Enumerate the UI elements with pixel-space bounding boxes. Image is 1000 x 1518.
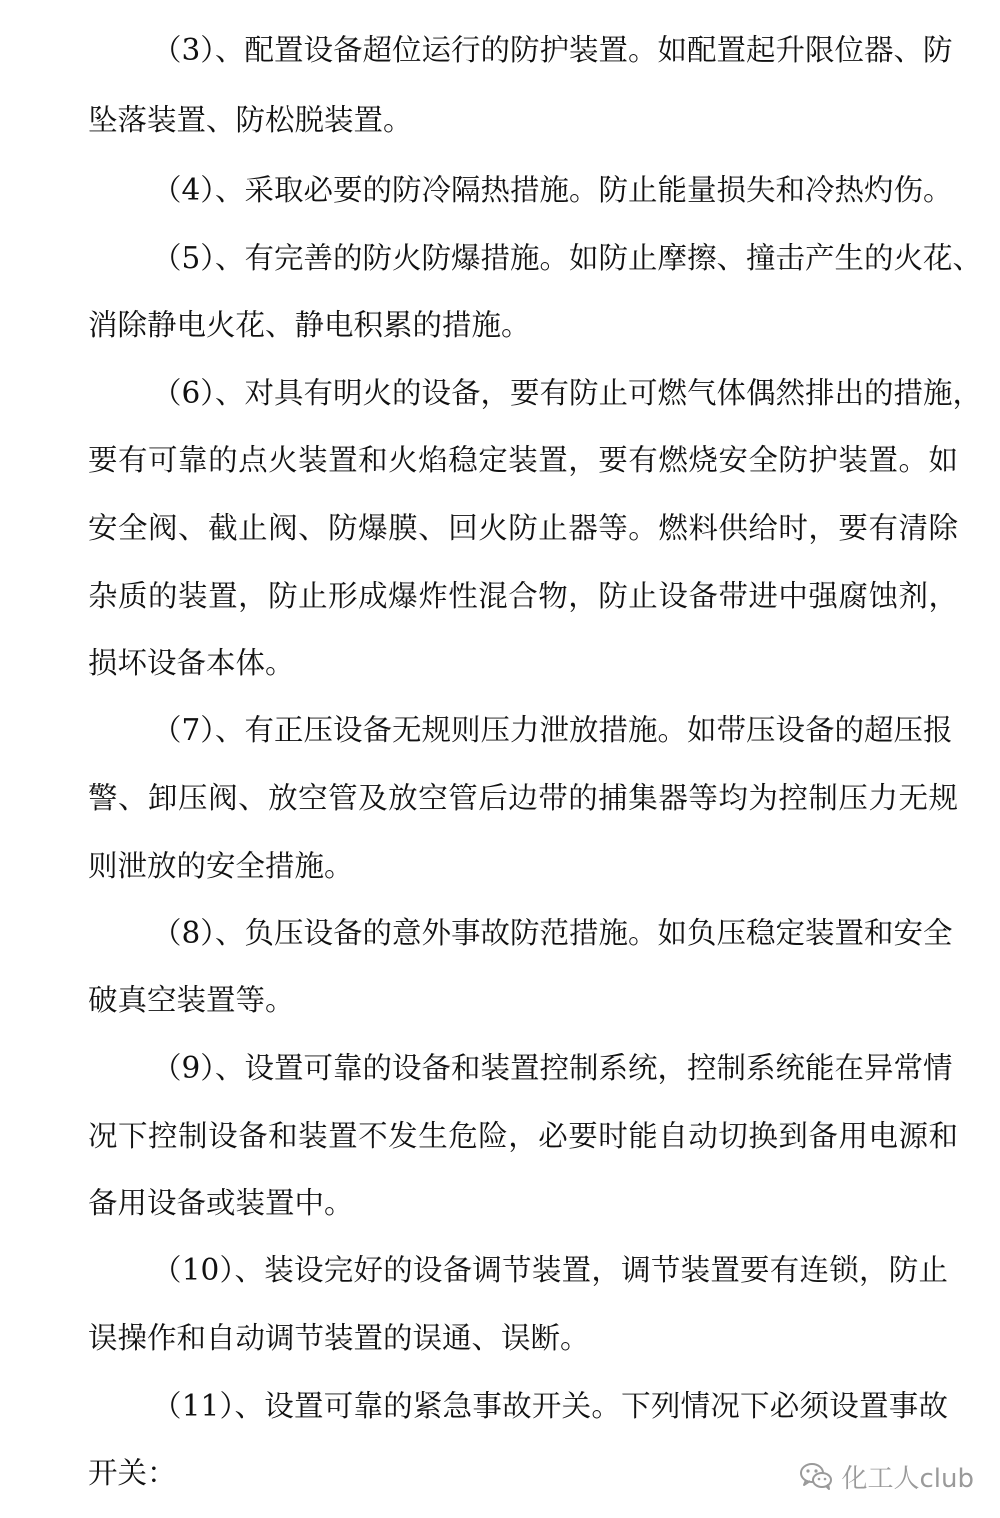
paragraph-9-line-2: 况下控制设备和装置不发生危险，必要时能自动切换到备用电源和 <box>88 1119 958 1153</box>
paragraph-8-line-1: （8）、负压设备的意外事故防范措施。如负压稳定装置和安全 <box>152 916 953 950</box>
paragraph-7-line-2: 警、卸压阀、放空管及放空管后边带的捕集器等均为控制压力无规 <box>88 781 958 815</box>
paragraph-6-line-2: 要有可靠的点火装置和火焰稳定装置，要有燃烧安全防护装置。如 <box>88 443 958 477</box>
paragraph-7-line-3: 则泄放的安全措施。 <box>88 849 354 883</box>
paragraph-3-line-2: 坠落装置、防松脱装置。 <box>88 103 413 137</box>
paragraph-8-line-2: 破真空装置等。 <box>88 983 295 1017</box>
paragraph-6-line-4: 杂质的装置，防止形成爆炸性混合物，防止设备带进中强腐蚀剂， <box>88 579 958 613</box>
paragraph-10-line-2: 误操作和自动调节装置的误通、误断。 <box>88 1321 590 1355</box>
paragraph-5-line-2: 消除静电火花、静电积累的措施。 <box>88 308 531 342</box>
paragraph-4-line-1: （4）、采取必要的防冷隔热措施。防止能量损失和冷热灼伤。 <box>152 173 953 207</box>
paragraph-6-line-3: 安全阀、截止阀、防爆膜、回火防止器等。燃料供给时，要有清除 <box>88 511 958 545</box>
paragraph-9-line-1: （9）、设置可靠的设备和装置控制系统，控制系统能在异常情 <box>152 1051 953 1085</box>
wechat-icon <box>799 1461 833 1491</box>
paragraph-11-line-2: 开关： <box>88 1456 177 1490</box>
watermark-text: 化工人club <box>841 1463 974 1494</box>
paragraph-5-line-1: （5）、有完善的防火防爆措施。如防止摩擦、撞击产生的火花、 <box>152 241 983 275</box>
paragraph-9-line-3: 备用设备或装置中。 <box>88 1186 354 1220</box>
paragraph-7-line-1: （7）、有正压设备无规则压力泄放措施。如带压设备的超压报 <box>152 713 953 747</box>
paragraph-11-line-1: （11）、设置可靠的紧急事故开关。下列情况下必须设置事故 <box>152 1389 948 1423</box>
paragraph-6-line-1: （6）、对具有明火的设备，要有防止可燃气体偶然排出的措施， <box>152 376 983 410</box>
paragraph-3-line-1: （3）、配置设备超位运行的防护装置。如配置起升限位器、防 <box>152 33 953 67</box>
paragraph-10-line-1: （10）、装设完好的设备调节装置，调节装置要有连锁，防止 <box>152 1253 948 1287</box>
paragraph-6-line-5: 损坏设备本体。 <box>88 646 295 680</box>
watermark <box>799 1456 974 1496</box>
